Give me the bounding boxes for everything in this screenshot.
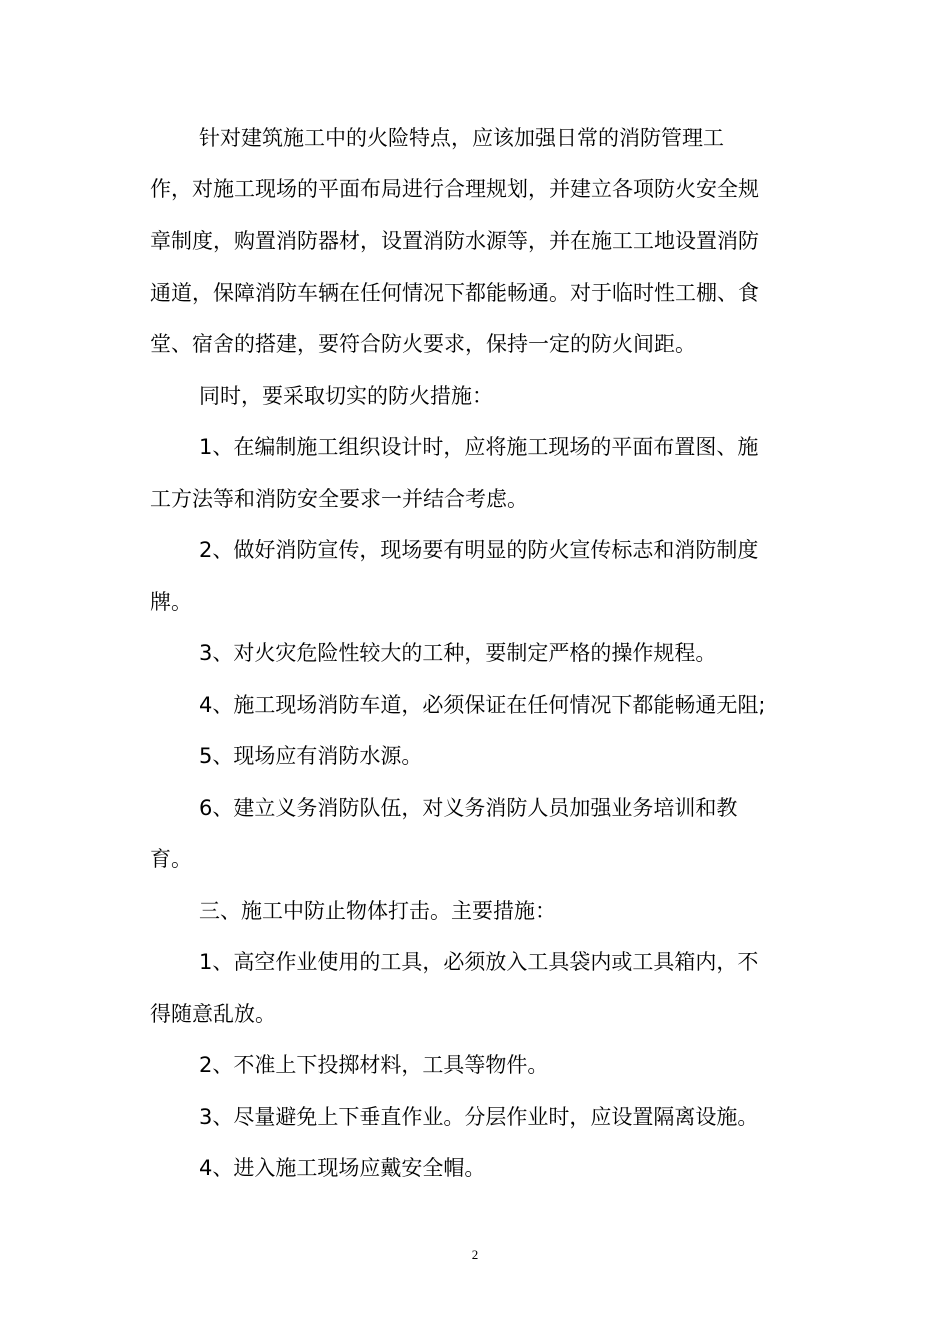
text-line: 三、施工中防止物体打击。主要措施： — [199, 899, 556, 923]
text-line: 得随意乱放。 — [150, 1002, 276, 1026]
text-line: 3、尽量避免上下垂直作业。分层作业时，应设置隔离设施。 — [199, 1105, 759, 1129]
text-line: 工方法等和消防安全要求一并结合考虑。 — [150, 487, 528, 511]
text-line: 针对建筑施工中的火险特点，应该加强日常的消防管理工 — [199, 126, 724, 150]
text-line: 育。 — [150, 847, 192, 871]
text-line: 同时，要采取切实的防火措施： — [199, 384, 493, 408]
page-number: 2 — [471, 1247, 479, 1262]
text-line: 章制度，购置消防器材，设置消防水源等，并在施工工地设置消防 — [150, 229, 759, 253]
text-line: 堂、宿舍的搭建，要符合防火要求，保持一定的防火间距。 — [150, 332, 696, 356]
text-line: 4、施工现场消防车道，必须保证在任何情况下都能畅通无阻; — [199, 693, 766, 717]
text-line: 2、做好消防宣传，现场要有明显的防火宣传标志和消防制度 — [199, 538, 759, 562]
text-line: 1、高空作业使用的工具，必须放入工具袋内或工具箱内，不 — [199, 950, 759, 974]
text-line: 1、在编制施工组织设计时，应将施工现场的平面布置图、施 — [199, 435, 759, 459]
text-line: 3、对火灾危险性较大的工种，要制定严格的操作规程。 — [199, 641, 717, 665]
text-line: 2、不准上下投掷材料，工具等物件。 — [199, 1053, 549, 1077]
text-line: 牌。 — [150, 590, 192, 614]
text-line: 4、进入施工现场应戴安全帽。 — [199, 1156, 486, 1180]
text-line: 通道，保障消防车辆在任何情况下都能畅通。对于临时性工棚、食 — [150, 281, 759, 305]
text-line: 5、现场应有消防水源。 — [199, 744, 423, 768]
text-line: 6、建立义务消防队伍，对义务消防人员加强业务培训和教 — [199, 796, 738, 820]
text-line: 作，对施工现场的平面布局进行合理规划，并建立各项防火安全规 — [150, 177, 759, 201]
